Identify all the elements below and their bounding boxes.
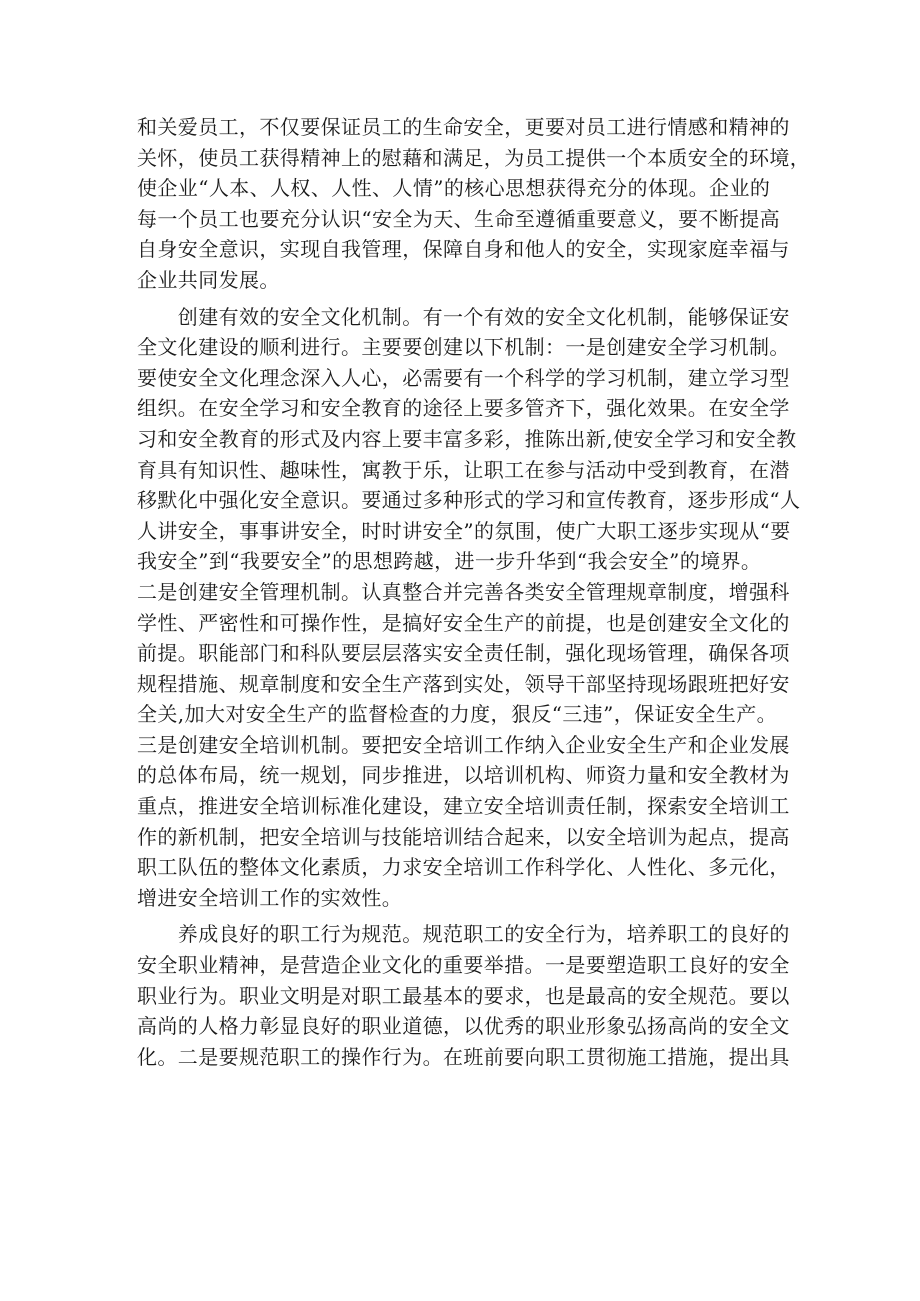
text-line: 创建有效的安全文化机制。有一个有效的安全文化机制，能够保证安 bbox=[137, 304, 790, 329]
text-line: 安全职业精神，是营造企业文化的重要举措。一是要塑造职工良好的安全 bbox=[137, 953, 790, 978]
text-line: 化。二是要规范职工的操作行为。在班前要向职工贯彻施工措施，提出具 bbox=[137, 1044, 790, 1069]
text-line: 二是创建安全管理机制。认真整合并完善各类安全管理规章制度，增强科 bbox=[137, 579, 790, 604]
text-line: 增进安全培训工作的实效性。 bbox=[137, 885, 403, 910]
text-line: 前提。职能部门和科队要层层落实安全责任制，强化现场管理，确保各项 bbox=[137, 641, 790, 666]
text-line: 全关,加大对安全生产的监督检查的力度，狠反“三违”，保证安全生产。 bbox=[137, 702, 778, 727]
paragraph-1 bbox=[137, 112, 811, 296]
paragraph-3 bbox=[137, 919, 790, 1072]
text-line: 重点，推进安全培训标准化建设，建立安全培训责任制，探索安全培训工 bbox=[137, 794, 790, 819]
text-line: 职工队伍的整体文化素质，力求安全培训工作科学化、人性化、多元化， bbox=[137, 855, 790, 880]
text-line: 自身安全意识，实现自我管理，保障自身和他人的安全，实现家庭幸福与 bbox=[137, 237, 790, 262]
text-line: 规程措施、规章制度和安全生产落到实处，领导干部坚持现场跟班把好安 bbox=[137, 671, 790, 696]
text-line: 学性、严密性和可操作性，是搞好安全生产的前提，也是创建安全文化的 bbox=[137, 610, 790, 635]
text-line: 全文化建设的顺利进行。主要要创建以下机制：一是创建安全学习机制。 bbox=[137, 335, 790, 360]
text-line: 企业共同发展。 bbox=[137, 267, 280, 292]
text-line: 移默化中强化安全意识。要通过多种形式的学习和宣传教育，逐步形成“人 bbox=[137, 488, 801, 513]
text-line: 育具有知识性、趣味性，寓教于乐，让职工在参与活动中受到教育，在潜 bbox=[137, 457, 790, 482]
text-line: 我安全”到“我要安全”的思想跨越，进一步升华到“我会安全”的境界。 bbox=[137, 549, 762, 574]
text-line: 的总体布局，统一规划，同步推进，以培训机构、师资力量和安全教材为 bbox=[137, 763, 790, 788]
text-line: 和关爱员工，不仅要保证员工的生命安全，更要对员工进行情感和精神的 bbox=[137, 115, 790, 139]
text-line: 人讲安全，事事讲安全，时时讲安全”的氛围，使广大职工逐步实现从“要 bbox=[137, 518, 791, 543]
text-line: 三是创建安全培训机制。要把安全培训工作纳入企业安全生产和企业发展 bbox=[137, 732, 790, 757]
paragraph-2 bbox=[137, 302, 801, 914]
text-line: 养成良好的职工行为规范。规范职工的安全行为，培养职工的良好的 bbox=[137, 922, 790, 947]
document-page bbox=[137, 112, 811, 1072]
text-line: 使企业“人本、人权、人性、人情”的核心思想获得充分的体现。企业的 bbox=[137, 176, 771, 201]
text-line: 习和安全教育的形式及内容上要丰富多彩，推陈出新,使安全学习和安全教 bbox=[137, 426, 797, 451]
text-line: 作的新机制，把安全培训与技能培训结合起来，以安全培训为起点，提高 bbox=[137, 824, 790, 849]
text-line: 要使安全文化理念深入人心，必需要有一个科学的学习机制，建立学习型 bbox=[137, 365, 790, 390]
text-line: 关怀，使员工获得精神上的慰藉和满足，为员工提供一个本质安全的环境， bbox=[137, 145, 811, 170]
text-line: 职业行为。职业文明是对职工最基本的要求，也是最高的安全规范。要以 bbox=[137, 983, 790, 1008]
text-line: 组织。在安全学习和安全教育的途径上要多管齐下，强化效果。在安全学 bbox=[137, 396, 790, 421]
text-line: 高尚的人格力彰显良好的职业道德，以优秀的职业形象弘扬高尚的安全文 bbox=[137, 1014, 790, 1039]
text-line: 每一个员工也要充分认识“安全为天、生命至遵循重要意义，要不断提高 bbox=[137, 206, 781, 231]
